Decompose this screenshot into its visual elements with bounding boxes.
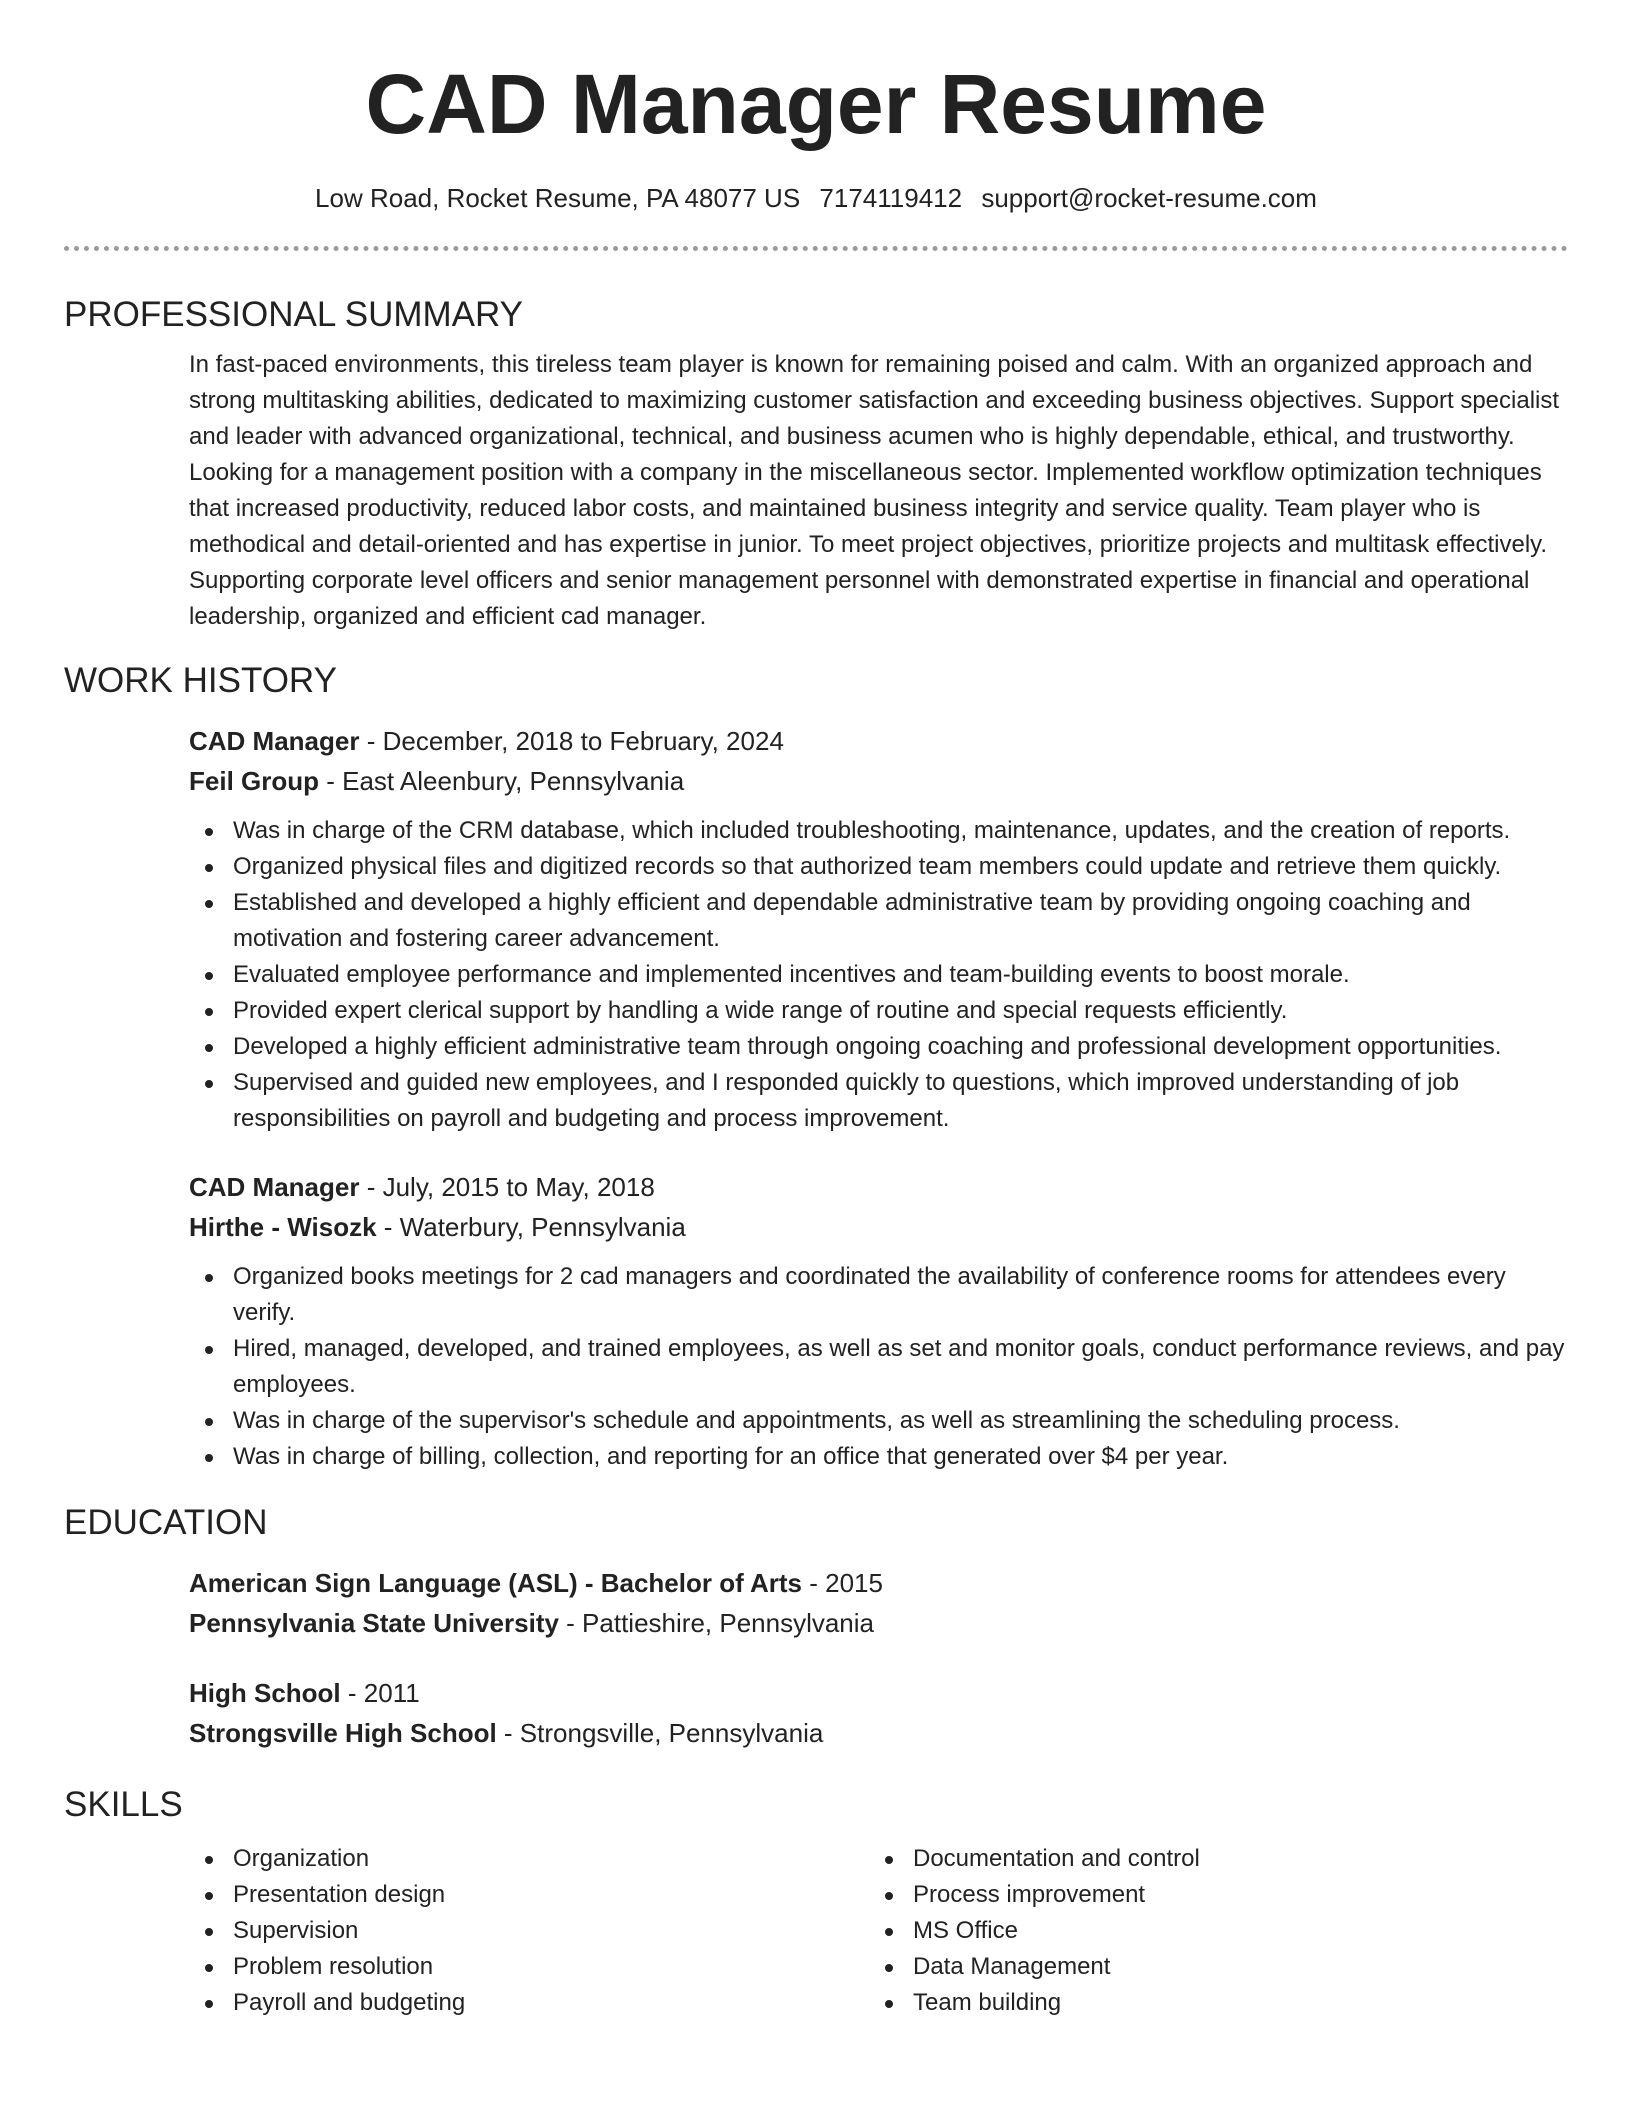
degree-line	[189, 1563, 1568, 1603]
contact-email: support@rocket-resume.com	[981, 183, 1317, 213]
job-dates: - December, 2018 to February, 2024	[359, 726, 784, 756]
job-bullet: Was in charge of the supervisor's schedule and appointments, as well as streamlining the scheduling process.	[189, 1403, 1568, 1439]
skill-item: Supervision	[189, 1913, 869, 1949]
skill-item: Problem resolution	[189, 1949, 869, 1985]
job-location: - East Aleenbury, Pennsylvania	[319, 766, 685, 796]
contact-phone: 7174119412	[819, 183, 963, 213]
job-company: Hirthe - Wisozk	[189, 1212, 377, 1242]
summary-section	[64, 293, 1568, 635]
school-name: Strongsville High School	[189, 1718, 497, 1748]
job-entry	[189, 721, 1568, 1137]
work-heading: WORK HISTORY	[64, 661, 337, 700]
skill-item: Presentation design	[189, 1877, 869, 1913]
job-bullet: Supervised and guided new employees, and I responded quickly to questions, which improved understanding of job responsibilities on payroll and budgeting and process improvement.	[189, 1065, 1568, 1137]
job-bullet: Was in charge of the CRM database, which included troubleshooting, maintenance, updates, and the creation of reports.	[189, 813, 1568, 849]
skills-section	[64, 1783, 1568, 2021]
summary-heading: PROFESSIONAL SUMMARY	[64, 295, 523, 334]
job-bullet: Provided expert clerical support by handling a wide range of routine and special requests efficiently.	[189, 993, 1568, 1029]
degree-year: - 2015	[802, 1568, 883, 1598]
job-bullet: Hired, managed, developed, and trained employees, as well as set and monitor goals, conduct performance reviews, and pay employees.	[189, 1331, 1568, 1403]
skill-item: Payroll and budgeting	[189, 1985, 869, 2021]
education-entry	[189, 1673, 1568, 1753]
education-section	[64, 1501, 1568, 1753]
job-title-line	[189, 721, 1568, 761]
job-company-line	[189, 761, 1568, 801]
skills-column-right	[869, 1841, 1549, 2021]
job-bullet: Established and developed a highly efficient and dependable administrative team by providing ongoing coaching and motivation and fostering career advancement.	[189, 885, 1568, 957]
job-role: CAD Manager	[189, 1172, 360, 1202]
job-bullet: Developed a highly efficient administrative team through ongoing coaching and professional development opportunities.	[189, 1029, 1568, 1065]
degree-name: High School	[189, 1678, 341, 1708]
job-company: Feil Group	[189, 766, 319, 796]
contact-line	[64, 181, 1568, 215]
job-bullet: Organized books meetings for 2 cad managers and coordinated the availability of conference rooms for attendees every verify.	[189, 1259, 1568, 1331]
education-heading: EDUCATION	[64, 1503, 268, 1542]
job-role: CAD Manager	[189, 726, 360, 756]
job-company-line	[189, 1207, 1568, 1247]
skill-item: Organization	[189, 1841, 869, 1877]
school-name: Pennsylvania State University	[189, 1608, 559, 1638]
header-divider	[64, 246, 1568, 251]
degree-year: - 2011	[340, 1678, 420, 1708]
job-entry	[189, 1167, 1568, 1475]
job-title-line	[189, 1167, 1568, 1207]
resume-header	[64, 0, 1568, 251]
contact-address: Low Road, Rocket Resume, PA 48077 US	[315, 183, 801, 213]
skills-heading: SKILLS	[64, 1785, 183, 1824]
skill-item: Data Management	[869, 1949, 1549, 1985]
work-section	[64, 659, 1568, 1475]
job-bullets	[189, 813, 1568, 1137]
summary-text: In fast-paced environments, this tireless team player is known for remaining poised and calm. With an organized approach and strong multitasking abilities, dedicated to maximizing customer satisfaction and exceeding business objectives. Support specialist and leader with advanced organizational, technical, and business acumen who is highly dependable, ethical, and trustworthy. Looking for a management position with a company in the miscellaneous sector. Implemented workflow optimization techniques that increased productivity, reduced labor costs, and maintained business integrity and service quality. Team player who is methodical and detail-oriented and has expertise in junior. To meet project objectives, prioritize projects and multitask effectively. Supporting corporate level officers and senior management personnel with demonstrated expertise in financial and operational leadership, organized and efficient cad manager.	[189, 351, 1560, 630]
job-bullets	[189, 1259, 1568, 1475]
job-dates: - July, 2015 to May, 2018	[359, 1172, 655, 1202]
skill-item: Team building	[869, 1985, 1549, 2021]
skill-item: Documentation and control	[869, 1841, 1549, 1877]
job-bullet: Was in charge of billing, collection, and reporting for an office that generated over $4 per year.	[189, 1439, 1568, 1475]
degree-line	[189, 1673, 1568, 1713]
resume-page	[64, 0, 1568, 2021]
skills-column-left	[189, 1841, 869, 2021]
school-location: - Strongsville, Pennsylvania	[496, 1718, 824, 1748]
skills-grid	[189, 1841, 1568, 2021]
resume-title: CAD Manager Resume	[365, 57, 1267, 151]
degree-name: American Sign Language (ASL) - Bachelor of Arts	[189, 1568, 803, 1598]
education-entry	[189, 1563, 1568, 1643]
school-location: - Pattieshire, Pennsylvania	[558, 1608, 874, 1638]
job-bullet: Organized physical files and digitized records so that authorized team members could update and retrieve them quickly.	[189, 849, 1568, 885]
school-line	[189, 1713, 1568, 1753]
job-location: - Waterbury, Pennsylvania	[376, 1212, 686, 1242]
school-line	[189, 1603, 1568, 1643]
skill-item: Process improvement	[869, 1877, 1549, 1913]
skill-item: MS Office	[869, 1913, 1549, 1949]
job-bullet: Evaluated employee performance and implemented incentives and team-building events to boost morale.	[189, 957, 1568, 993]
